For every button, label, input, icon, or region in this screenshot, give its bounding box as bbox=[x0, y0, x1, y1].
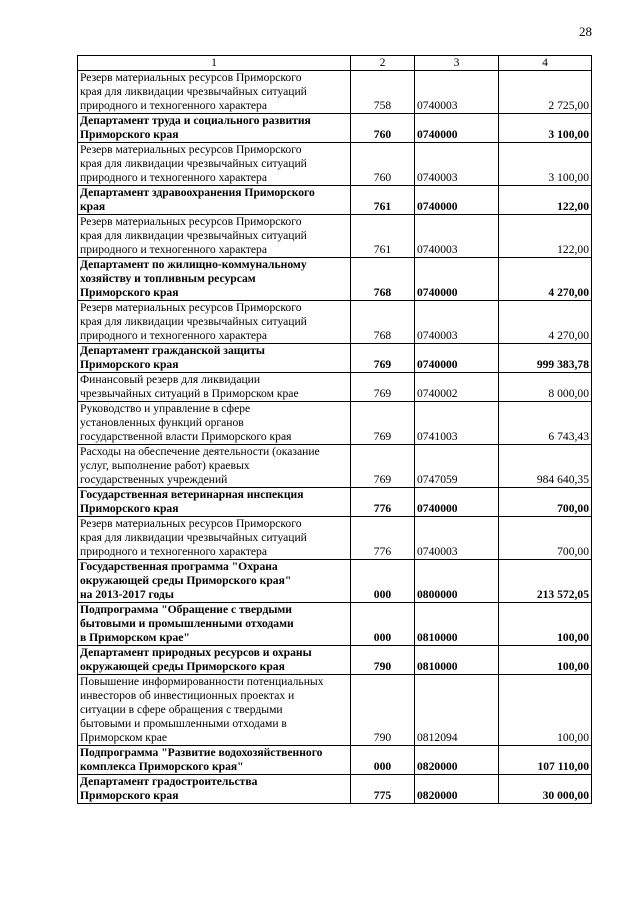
row-name-cell: Резерв материальных ресурсов Приморского края для ликвидации чрезвычайных ситуаций природного и техногенного характера bbox=[78, 71, 351, 114]
table-row bbox=[78, 71, 592, 114]
table-row bbox=[78, 186, 592, 215]
header-col-1: 1 bbox=[78, 56, 351, 71]
row-target-code-cell: 0740000 bbox=[415, 114, 499, 143]
row-sum-cell: 100,00 bbox=[499, 603, 592, 646]
table-row bbox=[78, 143, 592, 186]
table-row bbox=[78, 258, 592, 301]
row-target-code-cell: 0740002 bbox=[415, 373, 499, 402]
row-name-cell: Руководство и управление в сфере установленных функций органов государственной власти Приморского края bbox=[78, 402, 351, 445]
row-sum-cell: 30 000,00 bbox=[499, 775, 592, 804]
row-target-code-cell: 0812094 bbox=[415, 675, 499, 746]
row-dept-code-cell: 760 bbox=[351, 143, 415, 186]
row-target-code-cell: 0810000 bbox=[415, 603, 499, 646]
row-name-cell: Департамент по жилищно-коммунальному хозяйству и топливным ресурсам Приморского края bbox=[78, 258, 351, 301]
row-dept-code-cell: 000 bbox=[351, 560, 415, 603]
row-name-cell: Резерв материальных ресурсов Приморского края для ликвидации чрезвычайных ситуаций природного и техногенного характера bbox=[78, 215, 351, 258]
row-target-code-cell: 0740000 bbox=[415, 258, 499, 301]
row-name-cell: Подпрограмма "Развитие водохозяйственного комплекса Приморского края" bbox=[78, 746, 351, 775]
table-row bbox=[78, 445, 592, 488]
row-name-cell: Резерв материальных ресурсов Приморского края для ликвидации чрезвычайных ситуаций природного и техногенного характера bbox=[78, 143, 351, 186]
budget-table bbox=[77, 55, 592, 804]
row-target-code-cell: 0747059 bbox=[415, 445, 499, 488]
row-target-code-cell: 0800000 bbox=[415, 560, 499, 603]
row-target-code-cell: 0820000 bbox=[415, 775, 499, 804]
row-target-code-cell: 0740003 bbox=[415, 143, 499, 186]
row-name-cell: Департамент здравоохранения Приморского края bbox=[78, 186, 351, 215]
row-dept-code-cell: 775 bbox=[351, 775, 415, 804]
table-row bbox=[78, 215, 592, 258]
row-name-cell: Повышение информированности потенциальных инвесторов об инвестиционных проектах и ситуации в сфере обращения с твердыми бытовыми и промышленными отходами в Приморском крае bbox=[78, 675, 351, 746]
row-dept-code-cell: 790 bbox=[351, 646, 415, 675]
header-col-2: 2 bbox=[351, 56, 415, 71]
row-target-code-cell: 0741003 bbox=[415, 402, 499, 445]
row-name-cell: Государственная ветеринарная инспекция Приморского края bbox=[78, 488, 351, 517]
row-target-code-cell: 0740003 bbox=[415, 215, 499, 258]
row-target-code-cell: 0740003 bbox=[415, 71, 499, 114]
row-name-cell: Департамент природных ресурсов и охраны окружающей среды Приморского края bbox=[78, 646, 351, 675]
row-sum-cell: 2 725,00 bbox=[499, 71, 592, 114]
row-dept-code-cell: 760 bbox=[351, 114, 415, 143]
row-dept-code-cell: 761 bbox=[351, 215, 415, 258]
row-target-code-cell: 0810000 bbox=[415, 646, 499, 675]
row-target-code-cell: 0820000 bbox=[415, 746, 499, 775]
row-sum-cell: 999 383,78 bbox=[499, 344, 592, 373]
row-dept-code-cell: 000 bbox=[351, 746, 415, 775]
row-dept-code-cell: 790 bbox=[351, 675, 415, 746]
row-sum-cell: 4 270,00 bbox=[499, 301, 592, 344]
table-row bbox=[78, 373, 592, 402]
row-name-cell: Резерв материальных ресурсов Приморского края для ликвидации чрезвычайных ситуаций природного и техногенного характера bbox=[78, 517, 351, 560]
row-dept-code-cell: 768 bbox=[351, 258, 415, 301]
row-dept-code-cell: 769 bbox=[351, 373, 415, 402]
table-row bbox=[78, 488, 592, 517]
row-name-cell: Расходы на обеспечение деятельности (оказание услуг, выполнение работ) краевых государственных учреждений bbox=[78, 445, 351, 488]
row-sum-cell: 700,00 bbox=[499, 488, 592, 517]
page-number: 28 bbox=[579, 24, 592, 39]
row-name-cell: Департамент градостроительства Приморского края bbox=[78, 775, 351, 804]
table-row bbox=[78, 603, 592, 646]
table-row bbox=[78, 114, 592, 143]
row-sum-cell: 107 110,00 bbox=[499, 746, 592, 775]
row-name-cell: Департамент труда и социального развития Приморского края bbox=[78, 114, 351, 143]
row-dept-code-cell: 000 bbox=[351, 603, 415, 646]
row-dept-code-cell: 776 bbox=[351, 517, 415, 560]
table-row bbox=[78, 560, 592, 603]
row-sum-cell: 100,00 bbox=[499, 675, 592, 746]
row-target-code-cell: 0740003 bbox=[415, 517, 499, 560]
row-target-code-cell: 0740000 bbox=[415, 488, 499, 517]
row-sum-cell: 3 100,00 bbox=[499, 143, 592, 186]
row-dept-code-cell: 768 bbox=[351, 301, 415, 344]
table-row bbox=[78, 675, 592, 746]
row-sum-cell: 3 100,00 bbox=[499, 114, 592, 143]
row-sum-cell: 213 572,05 bbox=[499, 560, 592, 603]
table-row bbox=[78, 344, 592, 373]
table-row bbox=[78, 646, 592, 675]
table-row bbox=[78, 301, 592, 344]
row-dept-code-cell: 769 bbox=[351, 402, 415, 445]
row-sum-cell: 700,00 bbox=[499, 517, 592, 560]
row-sum-cell: 6 743,43 bbox=[499, 402, 592, 445]
row-sum-cell: 4 270,00 bbox=[499, 258, 592, 301]
row-sum-cell: 122,00 bbox=[499, 186, 592, 215]
row-dept-code-cell: 758 bbox=[351, 71, 415, 114]
row-sum-cell: 984 640,35 bbox=[499, 445, 592, 488]
row-target-code-cell: 0740000 bbox=[415, 344, 499, 373]
row-name-cell: Финансовый резерв для ликвидации чрезвычайных ситуаций в Приморском крае bbox=[78, 373, 351, 402]
row-name-cell: Резерв материальных ресурсов Приморского края для ликвидации чрезвычайных ситуаций природного и техногенного характера bbox=[78, 301, 351, 344]
row-sum-cell: 100,00 bbox=[499, 646, 592, 675]
row-dept-code-cell: 761 bbox=[351, 186, 415, 215]
row-name-cell: Подпрограмма "Обращение с твердыми бытовыми и промышленными отходами в Приморском крае" bbox=[78, 603, 351, 646]
row-target-code-cell: 0740003 bbox=[415, 301, 499, 344]
table-header-row bbox=[78, 56, 592, 71]
row-dept-code-cell: 769 bbox=[351, 344, 415, 373]
table-row bbox=[78, 517, 592, 560]
table-row bbox=[78, 402, 592, 445]
table-row bbox=[78, 746, 592, 775]
table-row bbox=[78, 775, 592, 804]
row-sum-cell: 8 000,00 bbox=[499, 373, 592, 402]
row-sum-cell: 122,00 bbox=[499, 215, 592, 258]
header-col-3: 3 bbox=[415, 56, 499, 71]
row-name-cell: Государственная программа "Охрана окружающей среды Приморского края" на 2013-2017 годы bbox=[78, 560, 351, 603]
header-col-4: 4 bbox=[499, 56, 592, 71]
row-dept-code-cell: 776 bbox=[351, 488, 415, 517]
row-target-code-cell: 0740000 bbox=[415, 186, 499, 215]
row-dept-code-cell: 769 bbox=[351, 445, 415, 488]
row-name-cell: Департамент гражданской защиты Приморского края bbox=[78, 344, 351, 373]
